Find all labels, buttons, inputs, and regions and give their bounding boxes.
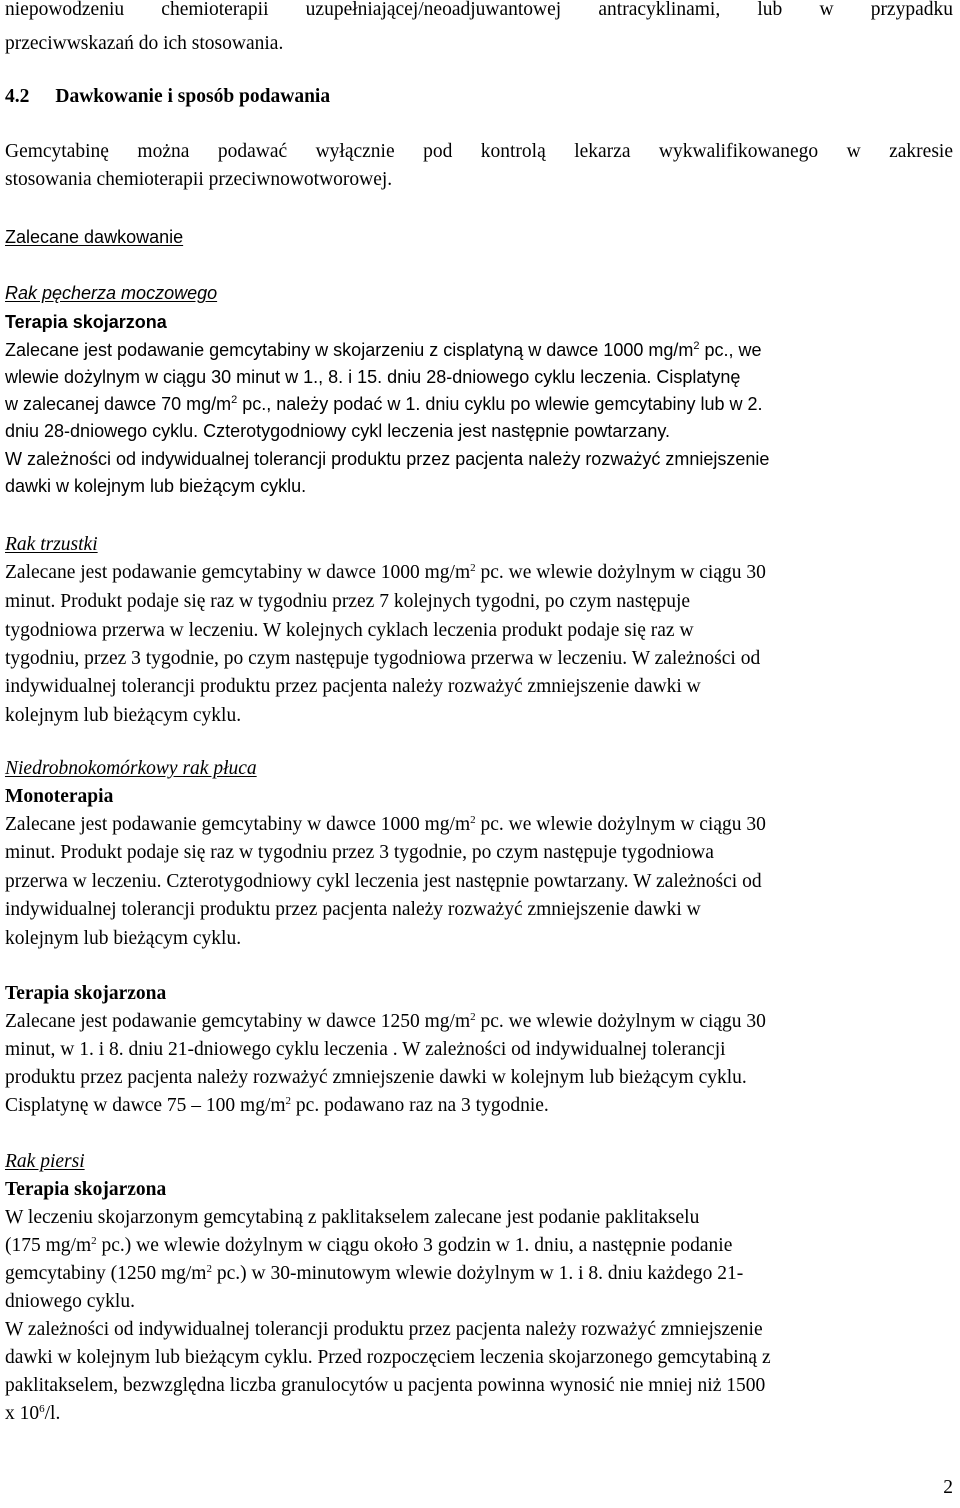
text-line: dniu 28-dniowego cyklu. Czterotygodniowy cykl leczenia jest następnie powtarzany. xyxy=(5,421,671,441)
text-line: Gemcytabinę można podawać wyłącznie pod kontrolą lekarza wykwalifikowanego w zakresie xyxy=(5,141,953,162)
text-line: minut. Produkt podaje się raz w tygodniu przez 3 tygodnie, po czym następuje tygodniowa xyxy=(5,842,714,863)
bladder-heading: Rak pęcherza moczowego xyxy=(5,283,218,303)
dosing-heading: Zalecane dawkowanie xyxy=(5,227,184,247)
combination-therapy-label: Terapia skojarzona xyxy=(5,983,167,1004)
text-line: Zalecane jest podawanie gemcytabiny w dawce 1250 $mg/m^2$ pc. we wlewie dożylnym w ciągu 30 xyxy=(5,1011,766,1032)
text-line: tygodniowa przerwa w leczeniu. W kolejnych cyklach leczenia produkt podaje się raz w xyxy=(5,620,694,641)
text-line: x $10^6/l$. xyxy=(5,1403,61,1424)
text-line: w zalecanej dawce 70 $mg/m^2$ pc., należy podać w 1. dniu cyklu po wlewie gemcytabiny lub w 2. xyxy=(5,394,763,414)
text-line: produktu przez pacjenta należy rozważyć zmniejszenie dawki w kolejnym lub bieżącym cyklu. xyxy=(5,1067,747,1088)
text-line: kolejnym lub bieżącym cyklu. xyxy=(5,705,242,726)
monotherapy-label: Monoterapia xyxy=(5,786,114,807)
bladder-therapy-label: Terapia skojarzona xyxy=(5,312,167,332)
text-line: przeciwwskazań do ich stosowania. xyxy=(5,33,284,54)
text-line: minut, w 1. i 8. dniu 21-dniowego cyklu leczenia . W zależności od indywidualnej tolerancji xyxy=(5,1039,726,1060)
text-line: minut. Produkt podaje się raz w tygodniu przez 7 kolejnych tygodni, po czym następuje xyxy=(5,591,691,612)
text-line: indywidualnej tolerancji produktu przez pacjenta należy rozważyć zmniejszenie dawki w xyxy=(5,676,701,697)
page-number: 2 xyxy=(943,1477,953,1498)
text-line: Cisplatynę w dawce 75 – 100 $mg/m^2$ pc. podawano raz na 3 tygodnie. xyxy=(5,1095,549,1116)
text-line: W leczeniu skojarzonym gemcytabiną z paklitakselem zalecane jest podanie paklitakselu xyxy=(5,1207,700,1228)
text-line: stosowania chemioterapii przeciwnowotworowej. xyxy=(5,169,393,190)
breast-therapy-label: Terapia skojarzona xyxy=(5,1179,167,1200)
text-line: paklitakselem, bezwzględna liczba granulocytów u pacjenta powinna wynosić nie mniej niż 1500 xyxy=(5,1375,766,1396)
text-line: dniowego cyklu. xyxy=(5,1291,135,1312)
text-line: Zalecane jest podawanie gemcytabiny w dawce 1000 $mg/m^2$ pc. we wlewie dożylnym w ciągu 30 xyxy=(5,814,766,835)
section-number: 4.2 xyxy=(5,86,30,107)
text-line: dawki w kolejnym lub bieżącym cyklu. Przed rozpoczęciem leczenia skojarzonego gemcytabiną z xyxy=(5,1347,771,1368)
text-line: W zależności od indywidualnej tolerancji produktu przez pacjenta należy rozważyć zmniejszenie xyxy=(5,1319,763,1340)
nsclc-heading: Niedrobnokomórkowy rak płuca xyxy=(5,758,257,779)
text-line: kolejnym lub bieżącym cyklu. xyxy=(5,928,242,949)
text-line: dawki w kolejnym lub bieżącym cyklu. xyxy=(5,476,307,496)
text-line: Zalecane jest podawanie gemcytabiny w dawce 1000 $mg/m^2$ pc. we wlewie dożylnym w ciągu 30 xyxy=(5,562,766,583)
text-line: Zalecane jest podawanie gemcytabiny w skojarzeniu z cisplatyną w dawce 1000 $mg/m^2$ pc., we xyxy=(5,340,762,360)
text-line: W zależności od indywidualnej tolerancji produktu przez pacjenta należy rozważyć zmniejszenie xyxy=(5,449,770,469)
text-line: niepowodzeniu chemioterapii uzupełniającej/neoadjuwantowej antracyklinami, lub w przypadku xyxy=(5,0,953,20)
text-line: przerwa w leczeniu. Czterotygodniowy cykl leczenia jest następnie powtarzany. W zależności od xyxy=(5,871,762,892)
section-title: Dawkowanie i sposób podawania xyxy=(55,86,331,107)
section-heading xyxy=(5,87,330,107)
text-line: (175 $mg/m^2$ pc.) we wlewie dożylnym w ciągu około 3 godzin w 1. dniu, a następnie podanie xyxy=(5,1235,733,1256)
text-line: tygodniu, przez 3 tygodnie, po czym następuje tygodniowa przerwa w leczeniu. W zależności od xyxy=(5,648,761,669)
breast-heading: Rak piersi xyxy=(5,1151,85,1172)
text-line: indywidualnej tolerancji produktu przez pacjenta należy rozważyć zmniejszenie dawki w xyxy=(5,899,701,920)
text-line: wlewie dożylnym w ciągu 30 minut w 1., 8. i 15. dniu 28-dniowego cyklu leczenia. Cisplatynę xyxy=(5,367,741,387)
text-line: gemcytabiny (1250 $mg/m^2$ pc.) w 30-minutowym wlewie dożylnym w 1. i 8. dniu każdego 21- xyxy=(5,1263,744,1284)
pancreas-heading: Rak trzustki xyxy=(5,534,98,555)
